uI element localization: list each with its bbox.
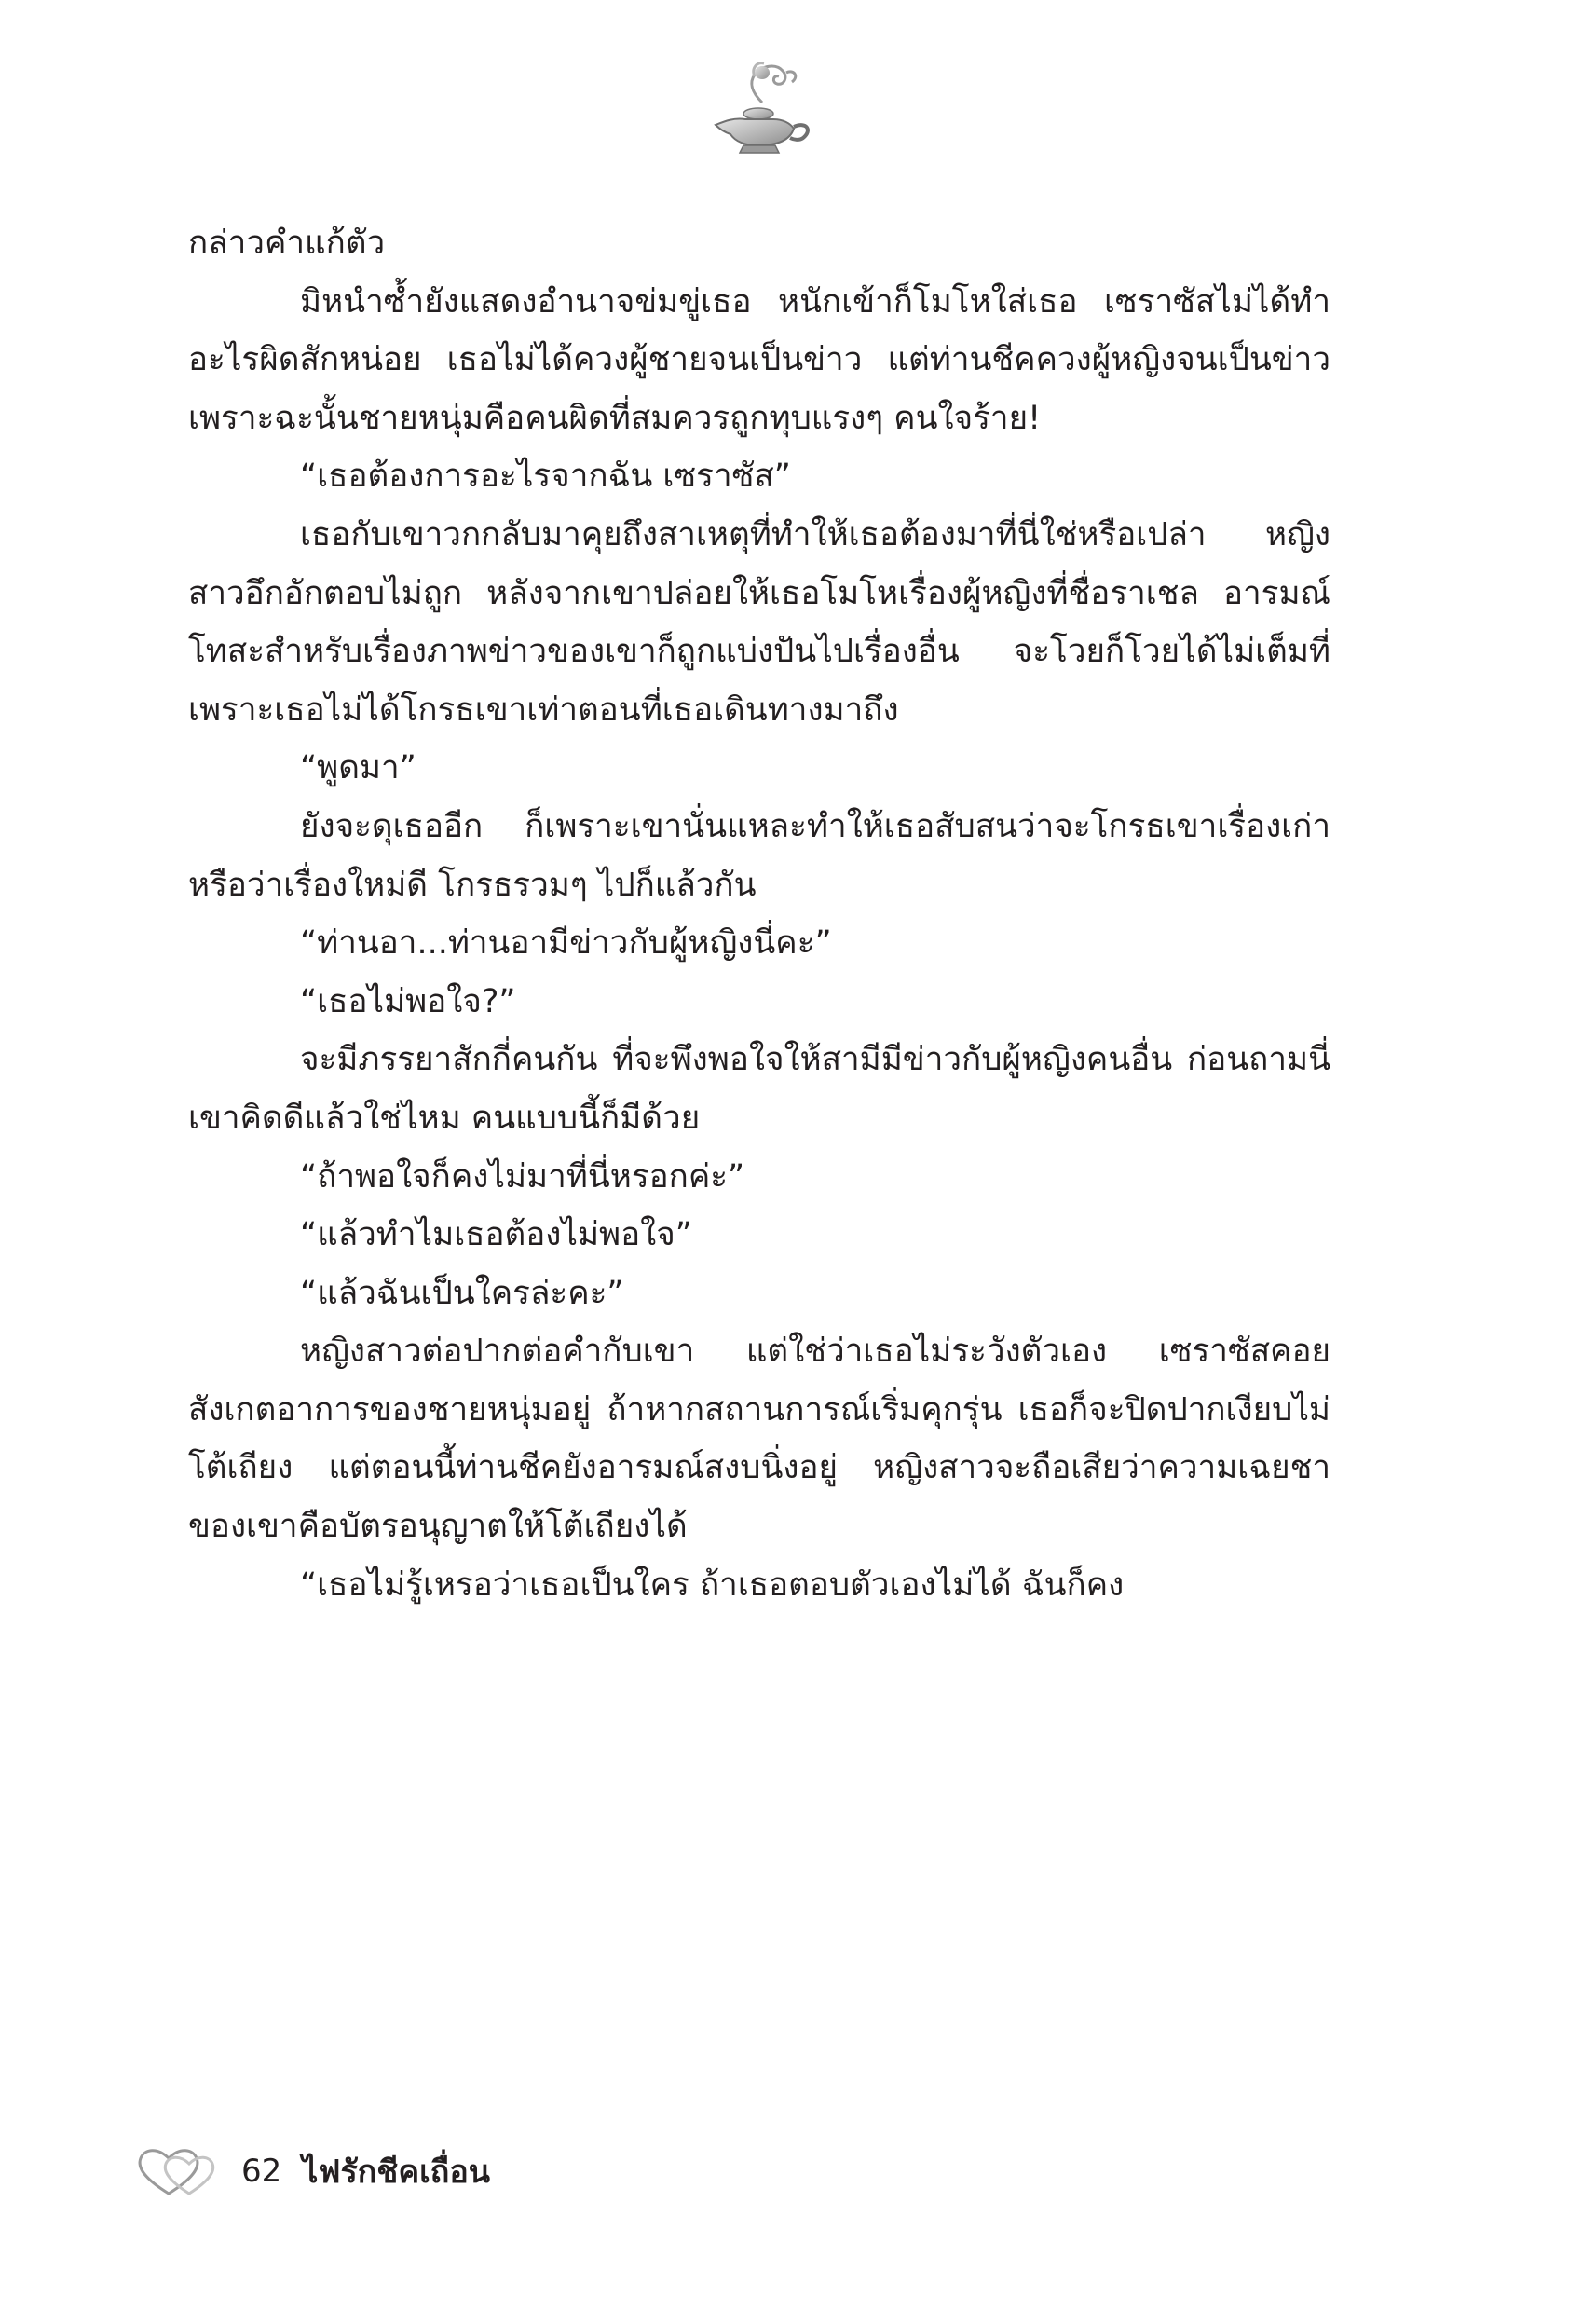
genie-lamp-icon xyxy=(697,56,818,158)
paragraph: หญิงสาวต่อปากต่อคำกับเขา แต่ใช่ว่าเธอไม่ระวังตัวเอง เซราซัสคอยสังเกตอาการของชายหนุ่มอยู่ ถ้าหากสถานการณ์เริ่มคุกรุ่น เธอก็จะปิดปากเงียบไม่โต้เถียง แต่ตอนนี้ท่านชีคยังอารมณ์สงบนิ่งอยู่ หญิงสาวจะถือเสียว่าความเฉยชาของเขาคือบัตรอนุญาตให้โต้เถียงได้ xyxy=(188,1333,1330,1546)
page-footer xyxy=(135,2143,490,2199)
book-title: ไฟรักชีคเถื่อน xyxy=(302,2154,490,2191)
paragraph: มิหนำซ้ำยังแสดงอำนาจข่มขู่เธอ หนักเข้าก็โมโหใส่เธอ เซราซัสไม่ได้ทำอะไรผิดสักหน่อย เธอไม่ได้ควงผู้ชายจนเป็นข่าว แต่ท่านชีคควงผู้หญิงจนเป็นข่าว เพราะฉะนั้นชายหนุ่มคือคนผิดที่สมควรถูกทุบแรงๆ คนใจร้าย! xyxy=(188,282,1330,437)
paragraph: “แล้วทำไมเธอต้องไม่พอใจ” xyxy=(300,1216,692,1254)
paragraph: กล่าวคำแก้ตัว xyxy=(188,225,386,262)
paragraph: “เธอไม่พอใจ?” xyxy=(300,982,516,1020)
paragraph: เธอกับเขาวกกลับมาคุยถึงสาเหตุที่ทำให้เธอต้องมาที่นี่ใช่หรือเปล่า หญิงสาวอึกอักตอบไม่ถูก หลังจากเขาปล่อยให้เธอโมโหเรื่องผู้หญิงที่ชื่อราเชล อารมณ์โทสะสำหรับเรื่องภาพข่าวของเขาก็ถูกแบ่งปันไปเรื่องอื่น จะโวยก็โวยได้ไม่เต็มที่ เพราะเธอไม่ได้โกรธเขาเท่าตอนที่เธอเดินทางมาถึง xyxy=(188,515,1330,729)
paragraph: “เธอไม่รู้เหรอว่าเธอเป็นใคร ถ้าเธอตอบตัวเองไม่ได้ ฉันก็คง xyxy=(300,1566,1125,1604)
hearts-icon xyxy=(135,2143,225,2199)
paragraph: “แล้วฉันเป็นใครล่ะคะ” xyxy=(300,1274,624,1312)
paragraph: “พูดมา” xyxy=(300,749,416,787)
body-text xyxy=(188,214,1330,1614)
paragraph: “ท่านอา...ท่านอามีข่าวกับผู้หญิงนี่คะ” xyxy=(300,924,832,963)
page-number: 62 xyxy=(241,2153,282,2190)
paragraph: จะมีภรรยาสักกี่คนกัน ที่จะพึงพอใจให้สามีมีข่าวกับผู้หญิงคนอื่น ก่อนถามนี่เขาคิดดีแล้วใช่ไหม คนแบบนี้ก็มีด้วย xyxy=(188,1041,1330,1137)
paragraph: ยังจะดุเธออีก ก็เพราะเขานั่นแหละทำให้เธอสับสนว่าจะโกรธเขาเรื่องเก่าหรือว่าเรื่องใหม่ดี โกรธรวมๆ ไปก็แล้วกัน xyxy=(188,807,1330,904)
paragraph: “ถ้าพอใจก็คงไม่มาที่นี่หรอกค่ะ” xyxy=(300,1157,745,1196)
paragraph: “เธอต้องการอะไรจากฉัน เซราซัส” xyxy=(300,458,791,496)
